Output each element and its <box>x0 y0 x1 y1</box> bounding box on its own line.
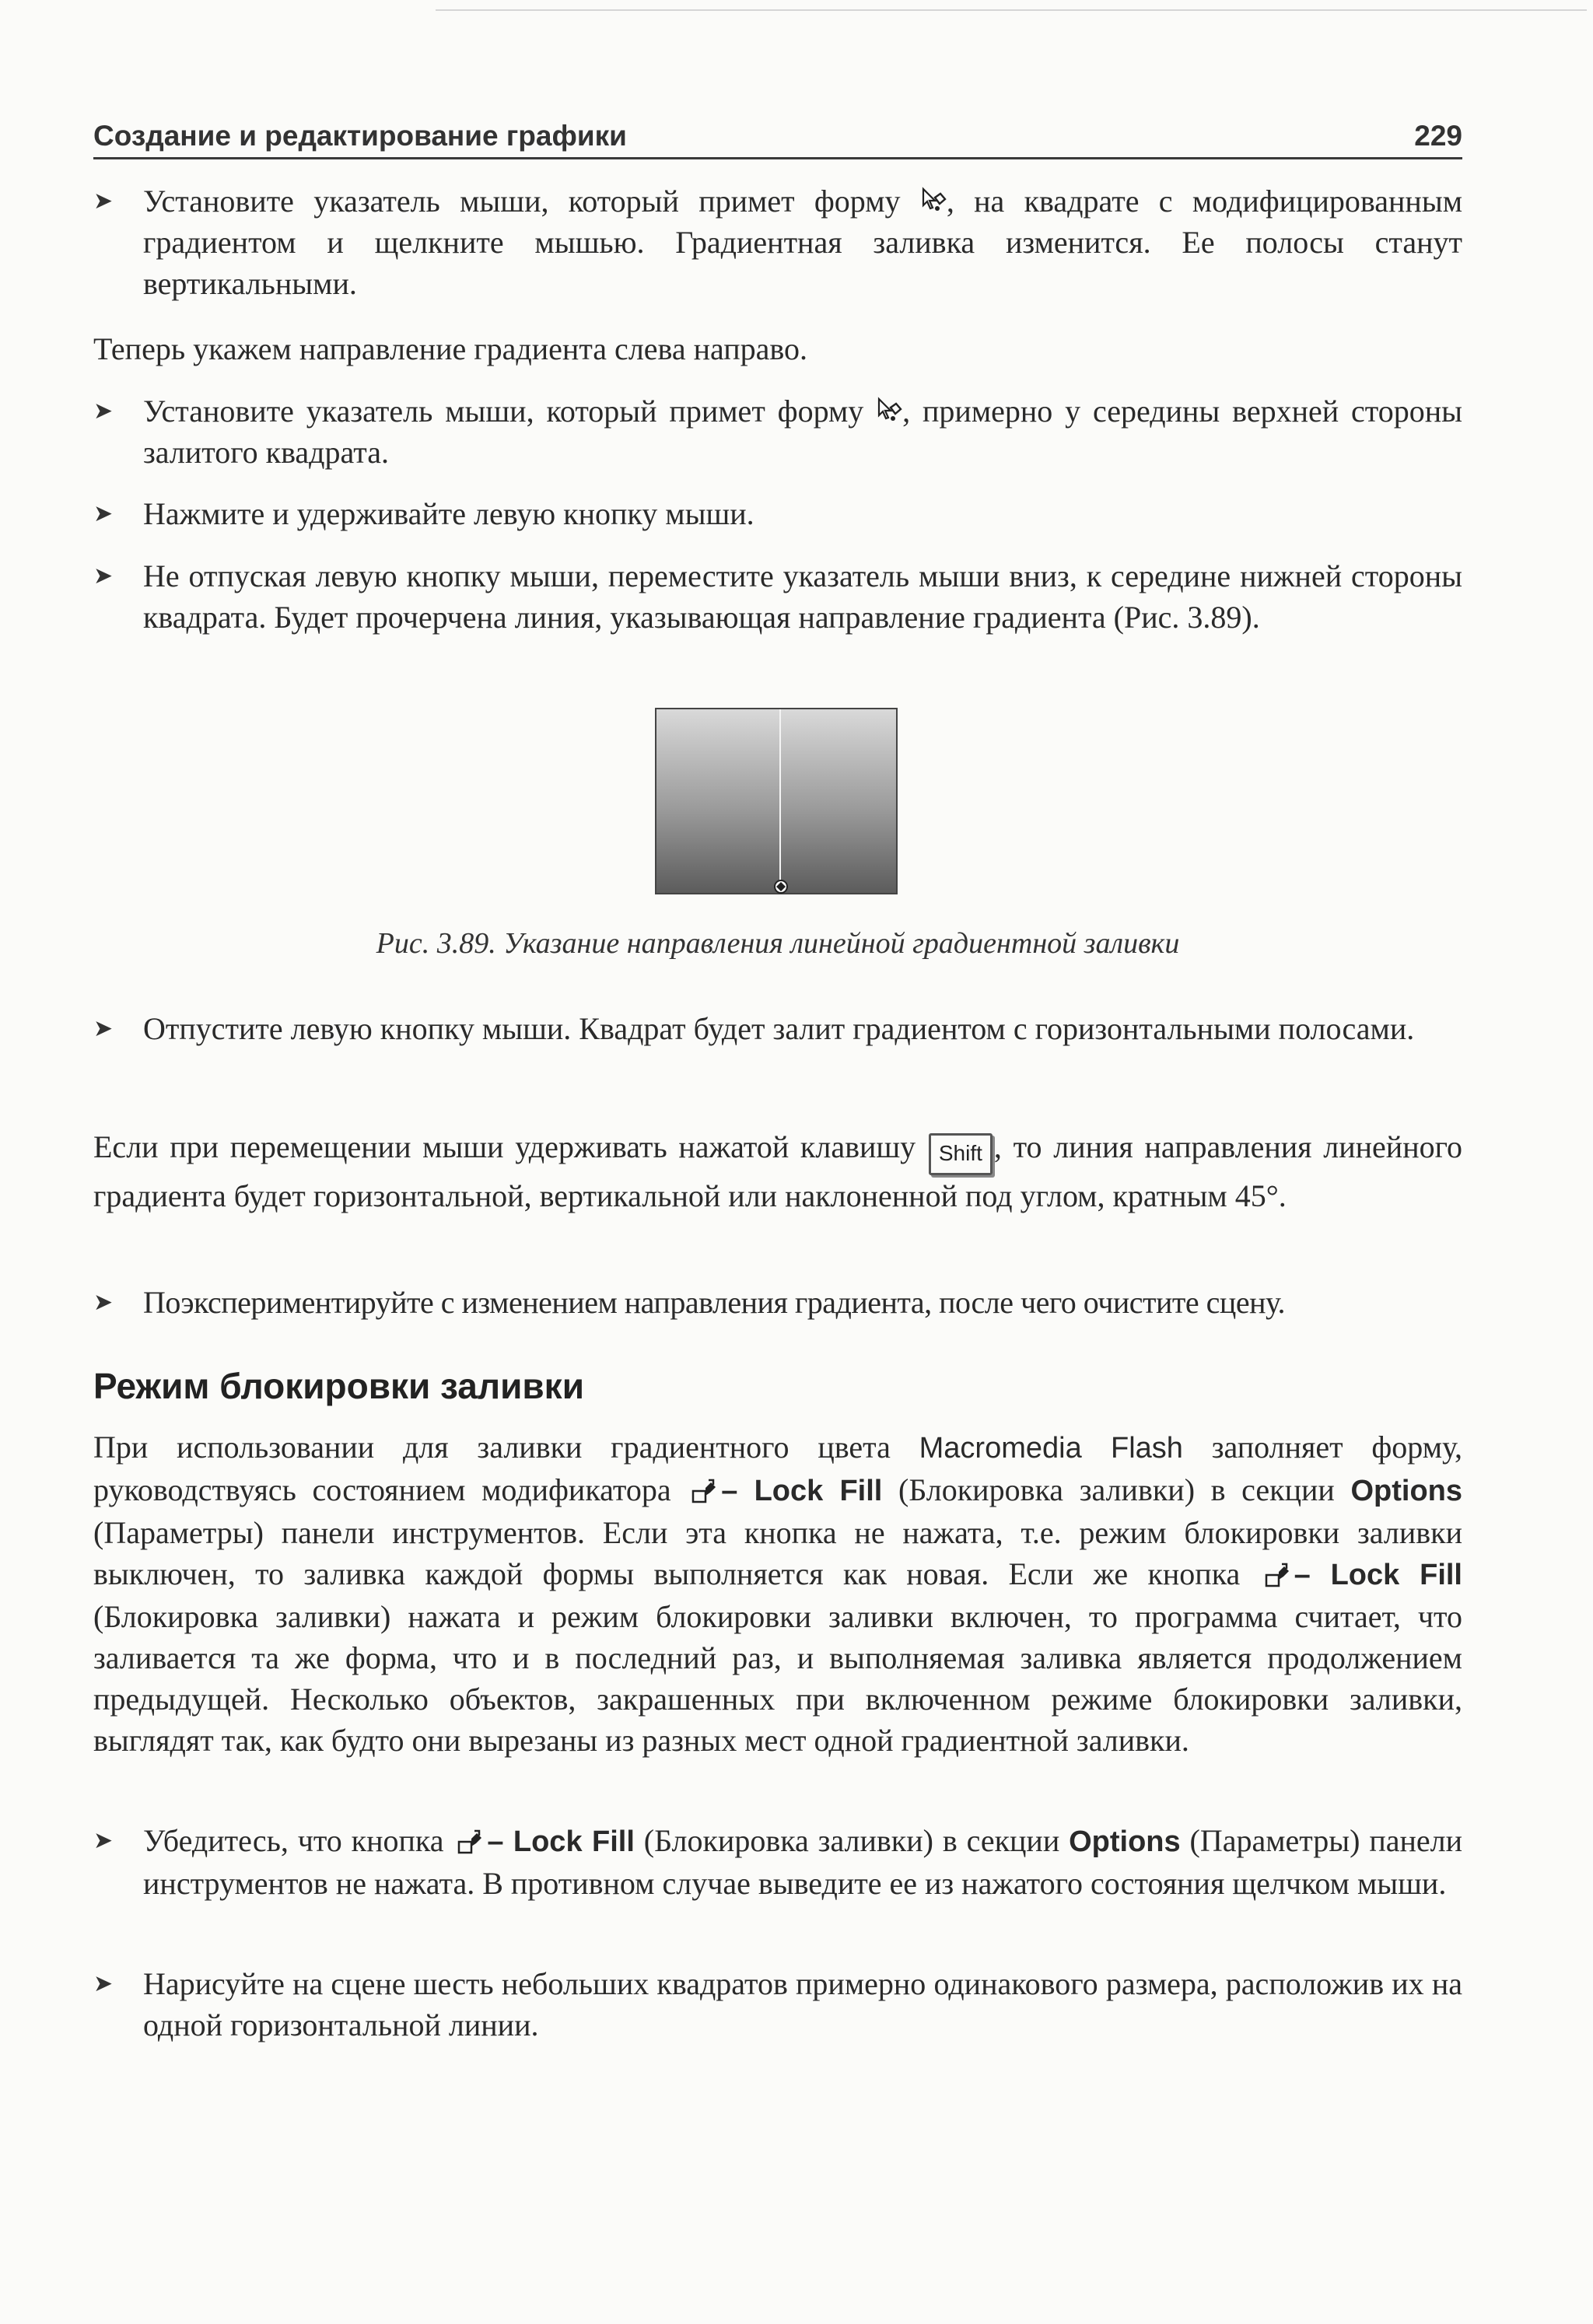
bullet-item <box>93 493 1462 534</box>
paragraph-text: При использовании для заливки градиентного цвета <box>93 1430 919 1465</box>
paragraph-text: , то линия направления линейного градиента будет горизонтальной, вертикальной или наклоненной под углом, кратным 45°. <box>93 1129 1463 1213</box>
bullet-item <box>93 1282 1462 1323</box>
bullet-item <box>93 1963 1462 2046</box>
bullet-text: , на квадрате с модифицированным градиентом и щелкните мышью. Градиентная заливка изменится. Ее полосы станут вертикальными. <box>143 184 1463 301</box>
bullet-text: Не отпуская левую кнопку мыши, переместите указатель мыши вниз, к середине нижней стороны квадрата. Будет прочерчена линия, указывающая направление градиента (Рис. 3.89). <box>143 558 1462 635</box>
product-name: Macromedia Flash <box>919 1432 1183 1465</box>
bullet-item <box>93 555 1462 638</box>
lock-fill-label: – Lock Fill <box>721 1475 883 1507</box>
bullet-text: Установите указатель мыши, который примет форму <box>143 394 877 429</box>
bullet-text: Нарисуйте на сцене шесть небольших квадратов примерно одинакового размера, расположив их на одной горизонтальной линии. <box>143 1966 1462 2042</box>
lock-fill-icon <box>456 1828 484 1856</box>
bullet-item <box>93 1820 1462 1904</box>
arrow-bullet-icon: ➤ <box>93 1289 113 1316</box>
figure-gradient-square <box>655 708 898 894</box>
lock-fill-icon <box>1263 1561 1291 1589</box>
gradient-direction-line <box>779 709 781 882</box>
paragraph-text: (Параметры) панели инструментов. Если эта кнопка не нажата, т.е. режим блокировки заливки выключен, то заливка каждой формы выполняется как новая. Если же кнопка <box>93 1515 1462 1591</box>
running-header-title: Создание и редактирование графики <box>93 120 627 152</box>
transform-fill-cursor-icon <box>920 187 947 215</box>
transform-fill-cursor-icon <box>876 397 902 425</box>
section-heading: Режим блокировки заливки <box>93 1366 584 1406</box>
bullet-text: Поэкспериментируйте с изменением направления градиента, после чего очистите сцену. <box>143 1285 1285 1320</box>
arrow-bullet-icon: ➤ <box>93 1827 114 1854</box>
bullet-item <box>93 1008 1462 1049</box>
arrow-bullet-icon: ➤ <box>93 500 114 527</box>
paragraph-text: Если при перемещении мыши удерживать нажатой клавишу <box>93 1129 927 1164</box>
bullet-text: , примерно у середины верхней стороны залитого квадрата. <box>143 394 1462 470</box>
arrow-bullet-icon: ➤ <box>93 187 114 215</box>
bullet-text: (Параметры) панели инструментов не нажата. В противном случае выведите ее из нажатого состояния щелчком мыши. <box>143 1823 1462 1901</box>
figure-caption: Рис. 3.89. Указание направления линейной градиентной заливки <box>376 927 1180 960</box>
page-number: 229 <box>1414 120 1462 152</box>
bullet-item <box>93 390 1462 473</box>
paragraph <box>93 1426 1462 1761</box>
lock-fill-icon <box>690 1477 718 1505</box>
gradient-handle-icon <box>772 877 790 896</box>
arrow-bullet-icon: ➤ <box>93 562 114 590</box>
lock-fill-label: – Lock Fill <box>487 1825 635 1858</box>
bullet-text: (Блокировка заливки) в секции <box>634 1823 1070 1858</box>
book-page <box>93 0 1462 2324</box>
bullet-text: Убедитесь, что кнопка <box>143 1823 453 1858</box>
options-label: Options <box>1350 1475 1463 1507</box>
arrow-bullet-icon: ➤ <box>93 1970 114 1997</box>
bullet-item <box>93 180 1462 304</box>
shift-key: Shift <box>929 1133 993 1175</box>
running-header <box>93 115 1462 159</box>
gradient-filled-square <box>655 708 898 894</box>
paragraph-text: заполняет форму, руководствуясь состоянием модификатора <box>93 1430 1463 1507</box>
paragraph-text: (Блокировка заливки) нажата и режим блокировки заливки включен, то программа считает, что заливается та же форма, что и в последний раз, и выполняемая заливка является продолжением предыдущей. Несколько объектов, закрашенных при включенном режиме блокировки заливки, выглядят так, как будто они вырезаны из разных мест одной градиентной заливки. <box>93 1599 1462 1758</box>
bullet-text: Нажмите и удерживайте левую кнопку мыши. <box>143 496 754 531</box>
paragraph <box>93 1126 1462 1216</box>
lock-fill-label: – Lock Fill <box>1294 1559 1462 1591</box>
options-label: Options <box>1069 1825 1181 1858</box>
paragraph: Теперь укажем направление градиента слева направо. <box>93 331 808 366</box>
arrow-bullet-icon: ➤ <box>93 1015 114 1042</box>
arrow-bullet-icon: ➤ <box>93 397 114 425</box>
bullet-text: Отпустите левую кнопку мыши. Квадрат будет залит градиентом с горизонтальными полосами. <box>143 1011 1415 1046</box>
bullet-text: Установите указатель мыши, который примет форму <box>143 184 920 219</box>
paragraph-text: (Блокировка заливки) в секции <box>882 1472 1351 1507</box>
